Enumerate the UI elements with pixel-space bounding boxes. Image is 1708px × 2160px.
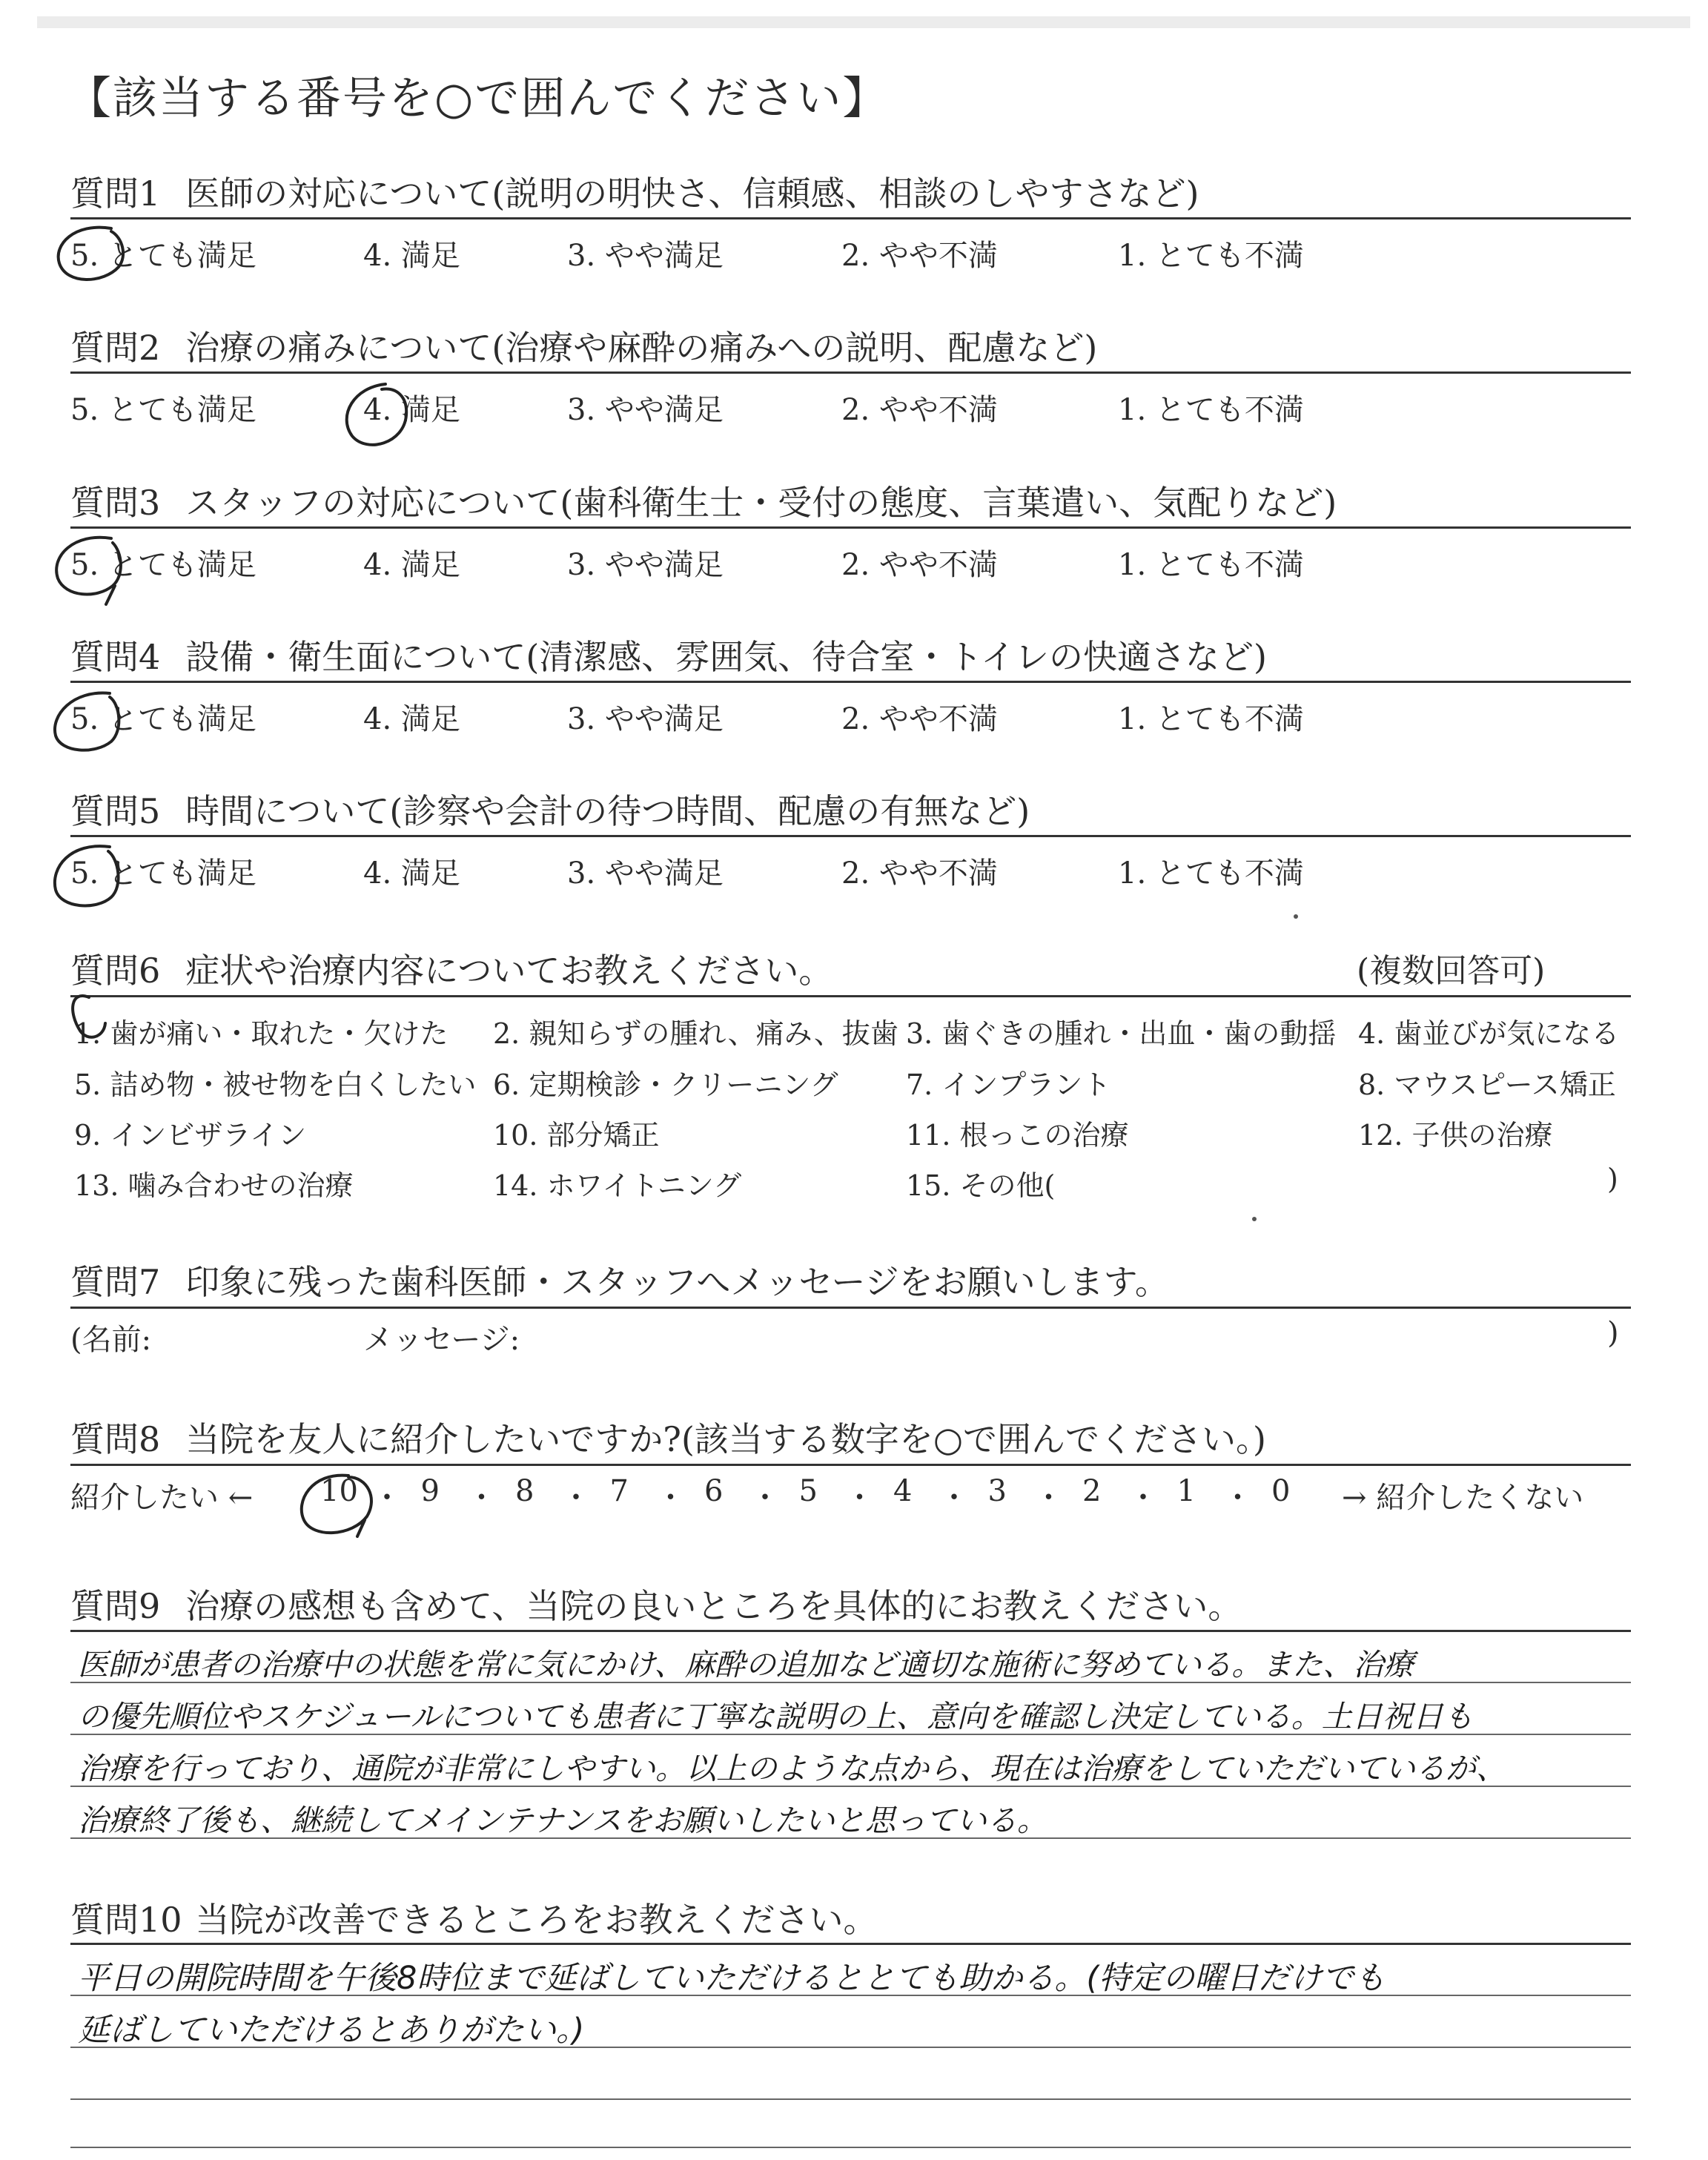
scale-separator-dot: ・ (750, 1481, 780, 1515)
message-label: メッセージ: (363, 1323, 520, 1357)
rating-option[interactable]: 1. とても不満 (1118, 702, 1304, 736)
symptom-option: ) (1607, 1163, 1618, 1195)
symptom-option[interactable]: 2. 親知らずの腫れ、痛み、抜歯 (493, 1017, 898, 1050)
scale-separator-dot: ・ (844, 1481, 875, 1515)
symptom-option[interactable]: 9. インビザライン (74, 1119, 307, 1152)
symptom-option[interactable]: 3. 歯ぐきの腫れ・出血・歯の動揺 (906, 1017, 1337, 1050)
question-text: 当院を友人に紹介したいですか?(該当する数字を○で囲んでください。) (185, 1419, 1266, 1459)
rating-option[interactable]: 3. やや満足 (567, 239, 724, 273)
recommend-left-label: 紹介したい ← (70, 1481, 254, 1515)
circle-mark-q6 (73, 996, 105, 1037)
symptom-option[interactable]: 14. ホワイトニング (493, 1169, 742, 1202)
question-number: 質問2 (70, 328, 161, 368)
recommend-right-label: → 紹介したくない (1342, 1481, 1584, 1515)
rating-option[interactable]: 3. やや満足 (567, 856, 724, 891)
circle-mark-q8 (302, 1476, 371, 1536)
rating-option[interactable]: 2. やや不満 (841, 856, 998, 891)
scale-separator-dot: ・ (372, 1481, 402, 1515)
circle-mark-q1 (59, 228, 123, 280)
rating-option[interactable]: 5. とても満足 (70, 239, 256, 273)
question-number: 質問5 (70, 791, 161, 831)
handwritten-answer-line: 医師が患者の治療中の状態を常に気にかけ、麻酔の追加など適切な施術に努めている。また、治療 (78, 1647, 1414, 1682)
question-text: 印象に残った歯科医師・スタッフへメッセージをお願いします。 (185, 1262, 1169, 1302)
recommend-scale-value[interactable]: 5 (798, 1474, 818, 1508)
scale-separator-dot: ・ (1222, 1481, 1253, 1515)
symptom-option[interactable]: 6. 定期検診・クリーニング (493, 1069, 838, 1101)
symptom-option[interactable]: 13. 噛み合わせの治療 (74, 1169, 354, 1202)
recommend-scale-value[interactable]: 9 (420, 1474, 440, 1508)
scale-separator-dot: ・ (561, 1481, 591, 1515)
rating-option[interactable]: 4. 満足 (363, 393, 460, 427)
handwritten-answer-line: 治療終了後も、継続してメインテナンスをお願いしたいと思っている。 (78, 1803, 1047, 1838)
recommend-scale-value[interactable]: 1 (1176, 1474, 1196, 1508)
question-text: 時間について(診察や会計の待つ時間、配慮の有無など) (185, 791, 1030, 831)
scale-separator-dot: ・ (466, 1481, 497, 1515)
recommend-scale-value[interactable]: 3 (987, 1474, 1007, 1508)
close-paren: ) (1607, 1316, 1619, 1350)
recommend-scale-value[interactable]: 2 (1082, 1474, 1102, 1508)
question-number: 質問1 (70, 174, 161, 214)
symptom-option[interactable]: 15. その他( (906, 1169, 1056, 1202)
scale-separator-dot: ・ (939, 1481, 969, 1515)
scale-separator-dot: ・ (1128, 1481, 1158, 1515)
recommend-scale-value[interactable]: 7 (609, 1474, 629, 1508)
rating-option[interactable]: 3. やや満足 (567, 548, 724, 582)
handwritten-answer-line: 平日の開院時間を午後8時位まで延ばしていただけるととても助かる。(特定の曜日だけでも (78, 1960, 1386, 1997)
rating-option[interactable]: 4. 満足 (363, 239, 460, 273)
question-number: 質問10 (70, 1900, 182, 1940)
rating-option[interactable]: 5. とても満足 (70, 856, 256, 891)
recommend-scale-value[interactable]: 4 (893, 1474, 913, 1508)
recommend-scale-value[interactable]: 10 (320, 1474, 358, 1508)
rating-option[interactable]: 2. やや不満 (841, 239, 998, 273)
question-number: 質問9 (70, 1586, 161, 1626)
handwritten-answer-line: 治療を行っており、通院が非常にしやすい。以上のような点から、現在は治療をしていただいているが、 (78, 1751, 1506, 1786)
question-text: 治療の感想も含めて、当院の良いところを具体的にお教えください。 (185, 1586, 1242, 1626)
rating-option[interactable]: 5. とても満足 (70, 548, 256, 582)
question-number: 質問3 (70, 483, 161, 523)
question-text: 当院が改善できるところをお教えください。 (195, 1900, 878, 1940)
scale-separator-dot: ・ (655, 1481, 686, 1515)
rating-option[interactable]: 5. とても満足 (70, 393, 256, 427)
recommend-scale-value[interactable]: 6 (704, 1474, 724, 1508)
symptom-option[interactable]: 7. インプラント (906, 1069, 1111, 1101)
rating-option[interactable]: 5. とても満足 (70, 702, 256, 736)
rating-option[interactable]: 1. とても不満 (1118, 393, 1304, 427)
rating-option[interactable]: 2. やや不満 (841, 548, 998, 582)
symptom-option[interactable]: 8. マウスピース矯正 (1358, 1069, 1616, 1101)
handwritten-answer-line: 延ばしていただけるとありがたい。) (78, 2012, 585, 2049)
question-text: 症状や治療内容についてお教えください。 (185, 951, 833, 991)
scale-separator-dot: ・ (1033, 1481, 1064, 1515)
circle-mark-q4 (55, 693, 119, 750)
rating-option[interactable]: 4. 満足 (363, 548, 460, 582)
question-number: 質問4 (70, 637, 161, 677)
symptom-option[interactable]: 11. 根っこの治療 (906, 1119, 1129, 1152)
question-text: 医師の対応について(説明の明快さ、信頼感、相談のしやすさなど) (185, 174, 1199, 214)
circle-mark-q3 (56, 538, 121, 604)
question-text: スタッフの対応について(歯科衛生士・受付の態度、言葉遣い、気配りなど) (185, 483, 1337, 523)
handwritten-answer-line: の優先順位やスケジュールについても患者に丁寧な説明の上、意向を確認し決定している。土日祝日も (78, 1699, 1474, 1734)
circle-mark-q2 (347, 384, 406, 445)
rating-option[interactable]: 4. 満足 (363, 702, 460, 736)
multiple-answer-note: (複数回答可) (1357, 952, 1546, 990)
page-title: 【該当する番号を○で囲んでください】 (67, 73, 889, 125)
rating-option[interactable]: 1. とても不満 (1118, 548, 1304, 582)
rating-option[interactable]: 2. やや不満 (841, 702, 998, 736)
circle-mark-q5 (55, 846, 119, 905)
rating-option[interactable]: 3. やや満足 (567, 702, 724, 736)
rating-option[interactable]: 2. やや不満 (841, 393, 998, 427)
question-text: 治療の痛みについて(治療や麻酔の痛みへの説明、配慮など) (185, 328, 1098, 368)
question-number: 質問7 (70, 1262, 161, 1302)
recommend-scale-value[interactable]: 0 (1271, 1474, 1291, 1508)
question-text: 設備・衛生面について(清潔感、雰囲気、待合室・トイレの快適さなど) (185, 637, 1267, 677)
question-number: 質問6 (70, 951, 161, 991)
symptom-option[interactable]: 4. 歯並びが気になる (1358, 1017, 1620, 1050)
name-label: (名前: (70, 1323, 152, 1357)
rating-option[interactable]: 3. やや満足 (567, 393, 724, 427)
scan-speck (1294, 914, 1298, 919)
symptom-option[interactable]: 10. 部分矯正 (493, 1119, 660, 1152)
symptom-option[interactable]: 1. 歯が痛い・取れた・欠けた (74, 1017, 448, 1050)
symptom-option[interactable]: 5. 詰め物・被せ物を白くしたい (74, 1069, 477, 1101)
rating-option[interactable]: 4. 満足 (363, 856, 460, 891)
question-number: 質問8 (70, 1419, 161, 1459)
recommend-scale-value[interactable]: 8 (515, 1474, 534, 1508)
scan-speck (1252, 1217, 1257, 1221)
symptom-option[interactable]: 12. 子供の治療 (1358, 1119, 1553, 1152)
rating-option[interactable]: 1. とても不満 (1118, 239, 1304, 273)
rating-option[interactable]: 1. とても不満 (1118, 856, 1304, 891)
